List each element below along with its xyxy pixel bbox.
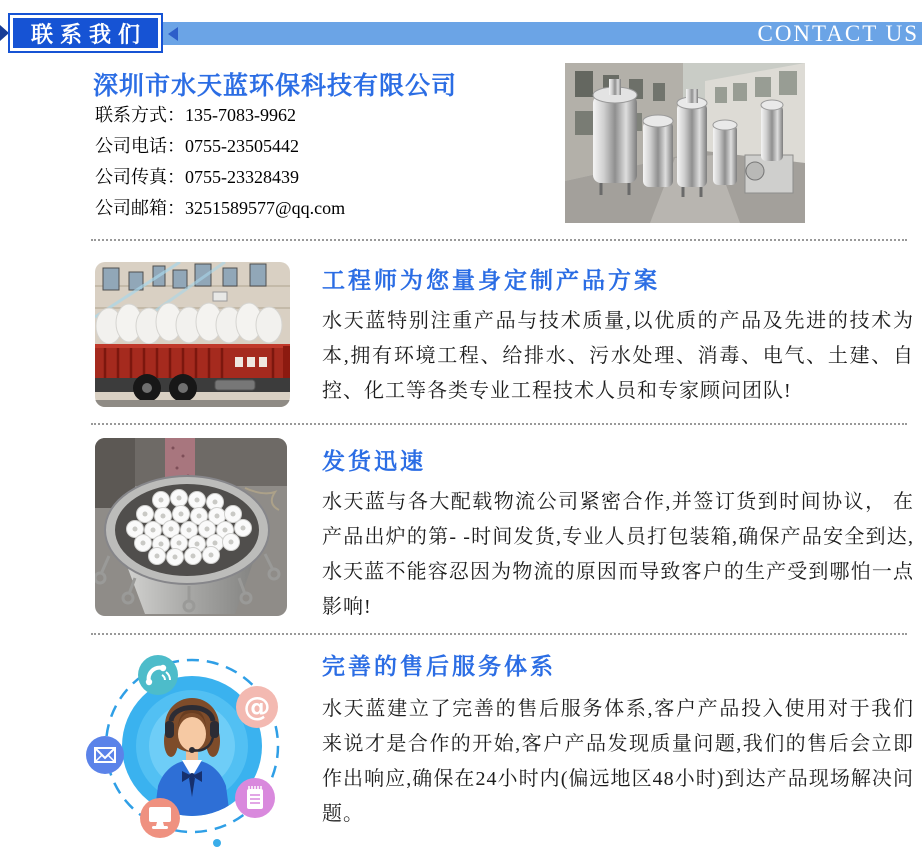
at-icon: @ — [243, 692, 271, 723]
contact-row-phone — [95, 100, 345, 131]
contact-value: 135-7083-9962 — [185, 105, 296, 125]
notepad-icon — [247, 786, 263, 809]
page-title: 联系我们 — [13, 18, 158, 48]
contact-label: 公司电话： — [95, 136, 185, 156]
contact-label: 联系方式： — [95, 105, 185, 125]
factory-equipment-photo — [565, 63, 805, 223]
section-body-custom-products: 水天蓝特别注重产品与技术质量,以优质的产品及先进的技术为本,拥有环境工程、给排水、污水处理、消毒、电气、土建、自控、化工等各类专业工程技术人员和专家顾问团队! — [322, 310, 914, 402]
envelope-badge — [86, 736, 124, 774]
section-title-fast-shipping: 发货迅速 — [322, 449, 426, 474]
email-at-badge — [236, 686, 278, 728]
contact-row-fax — [95, 162, 345, 193]
filter-vessel-with-cartridges-photo — [95, 438, 287, 616]
section-title-after-sales: 完善的售后服务体系 — [322, 654, 556, 679]
contact-value: 0755-23505442 — [185, 136, 299, 156]
truck-loaded-with-bags-photo — [95, 262, 290, 407]
bar-arrow-icon — [168, 27, 178, 41]
page-title-en: CONTACT US — [757, 21, 919, 46]
section-title-custom-products: 工程师为您量身定制产品方案 — [322, 268, 660, 293]
section-body-after-sales: 水天蓝建立了完善的售后服务体系,客户产品投入使用对于我们来说才是合作的开始,客户产品发现质量问题,我们的售后会立即作出响应,确保在24小时内(偏远地区48小时)到达产品现场解决问题。 — [322, 698, 914, 825]
customer-service-svg — [85, 645, 285, 848]
contact-list — [95, 100, 345, 224]
filter-vessel-photo-svg — [95, 438, 287, 616]
contact-value: 3251589577@qq.com — [185, 198, 346, 218]
dotted-separator — [91, 239, 907, 241]
header-bar — [163, 22, 922, 45]
contact-row-tel — [95, 131, 345, 162]
factory-equipment-photo-svg — [565, 63, 805, 223]
notepad-badge — [235, 778, 275, 818]
monitor-badge — [140, 798, 180, 838]
contact-row-email — [95, 193, 345, 224]
dotted-separator — [91, 633, 907, 635]
contact-heading-box — [8, 13, 163, 53]
company-name: 深圳市水天蓝环保科技有限公司 — [93, 73, 458, 100]
customer-service-illustration — [85, 645, 285, 848]
small-dot — [213, 839, 221, 847]
contact-value: 0755-23328439 — [185, 167, 299, 187]
contact-label: 公司传真： — [95, 167, 185, 187]
phone-badge — [138, 655, 178, 695]
section-body-fast-shipping: 水天蓝与各大配载物流公司紧密合作,并签订货到时间协议， 在产品出炉的第- -时间发货,专业人员打包装箱,确保产品安全到达,水天蓝不能容忍因为物流的原因而导致客户的生产受到哪怕一点影响! — [322, 491, 914, 618]
dotted-separator — [91, 423, 907, 425]
truck-photo-svg — [95, 262, 290, 407]
contact-label: 公司邮箱： — [95, 198, 185, 218]
